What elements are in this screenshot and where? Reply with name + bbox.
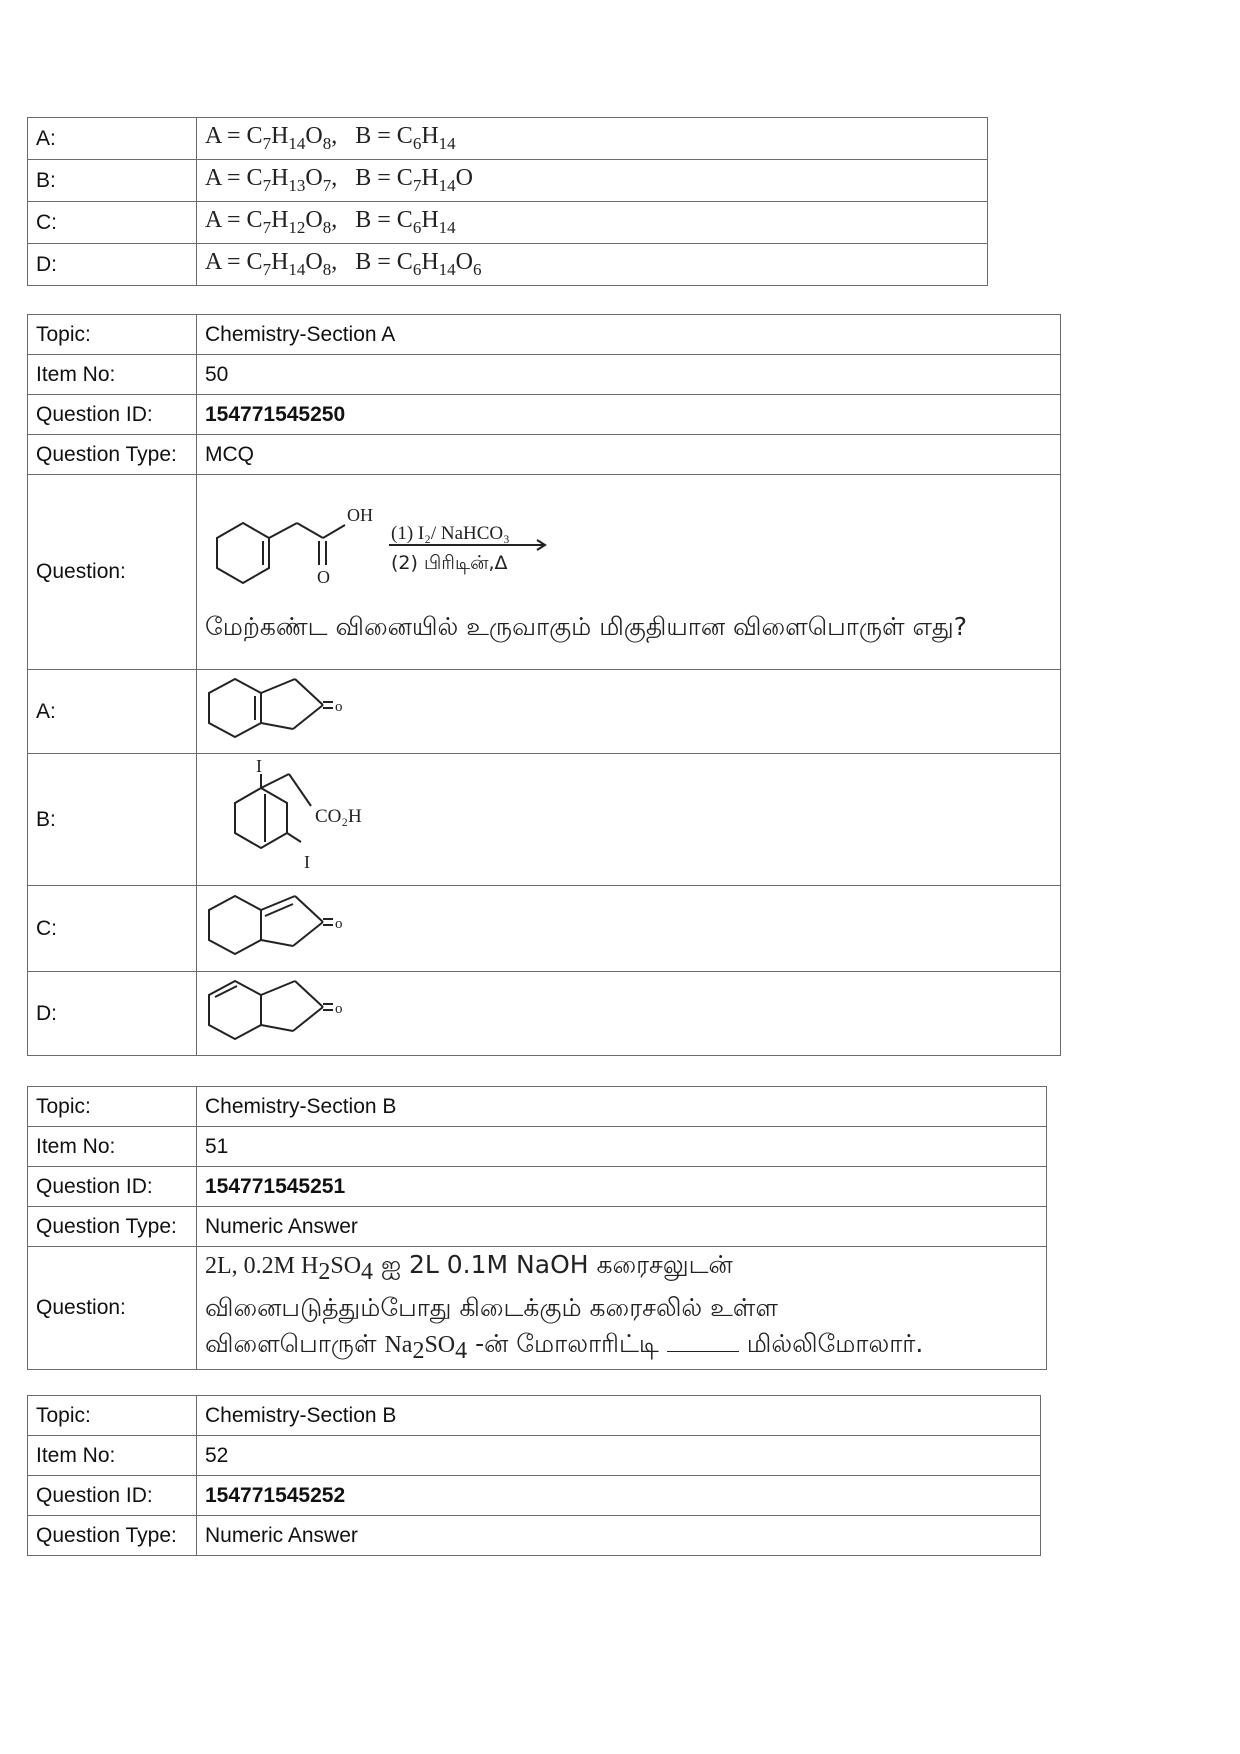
option-d-label: D: [28,972,197,1056]
option-a-value: $A = C_7H_{14}O_8$, $B = C_6H_{14}$ [197,118,988,160]
question-type-label: Question Type: [28,1516,197,1556]
option-d-value: $A = C_7H_{14}O_8$, $B = C_6H_{14}O_6$ [197,244,988,286]
topic-value: Chemistry-Section B [197,1396,1041,1436]
question-type-label: Question Type: [28,1207,197,1247]
question-id-value: 154771545251 [197,1167,1047,1207]
option-b-label: B: [28,754,197,886]
question-50-table [27,314,1061,1056]
iodine-top: I [256,755,262,776]
topic-value: Chemistry-Section A [197,315,1061,355]
option-c-structure [197,886,1061,972]
oh-label: OH [347,505,373,525]
cyclohexene-ring [217,523,269,583]
option-b-label: B: [28,160,197,202]
carbonyl-o: o [335,698,343,715]
question-type-value: MCQ [197,435,1061,475]
option-c-value: $A = C_7H_{12}O_8$, $B = C_6H_{14}$ [197,202,988,244]
topic-value: Chemistry-Section B [197,1087,1047,1127]
question-id-value: 154771545252 [197,1476,1041,1516]
carbonyl-o-label: O [317,567,330,587]
question-line-3: விளைபொருள் $Na_2SO_4$ -ன் மோலாரிட்டி மில்லிமோலார். [205,1329,924,1364]
question-type-value: Numeric Answer [197,1516,1041,1556]
question-id-label: Question ID: [28,1476,197,1516]
iodine-bottom: I [304,851,310,872]
reagent-2: (2) பிரிடின்,Δ [391,552,508,574]
topic-label: Topic: [28,315,197,355]
option-d-molecule [205,973,365,1049]
question-51-table [27,1086,1047,1370]
carbonyl-o: o [335,915,343,932]
option-b-molecule [205,756,405,878]
topic-label: Topic: [28,1396,197,1436]
reaction-scheme-figure [205,503,565,599]
prev-options-table [27,117,988,286]
question-line-1: 2L, 0.2M $H_2SO_4$ ஐ 2L 0.1M NaOH கரைசலுடன் [205,1250,733,1285]
question-label: Question: [28,1247,197,1370]
option-a-structure [197,670,1061,754]
question-type-label: Question Type: [28,435,197,475]
question-52-table [27,1395,1041,1556]
reagent-1: (1) I₂/ NaHCO₃ [391,523,510,544]
option-b-structure [197,754,1061,886]
option-c-label: C: [28,886,197,972]
option-a-label: A: [28,118,197,160]
question-type-value: Numeric Answer [197,1207,1047,1247]
item-label: Item No: [28,1436,197,1476]
question-text: மேற்கண்ட வினையில் உருவாகும் மிகுதியான விளைபொருள் எது? [205,612,967,641]
co2h-label: CO₂H [315,805,362,827]
option-a-label: A: [28,670,197,754]
item-label: Item No: [28,1127,197,1167]
option-a-molecule [205,671,365,747]
item-value: 51 [197,1127,1047,1167]
question-body [197,475,1061,670]
item-label: Item No: [28,355,197,395]
topic-label: Topic: [28,1087,197,1127]
question-id-value: 154771545250 [197,395,1061,435]
question-line-2: வினைபடுத்தும்போது கிடைக்கும் கரைசலில் உள்ள [205,1293,778,1322]
answer-blank [667,1333,739,1352]
carbonyl-o: o [335,1000,343,1017]
option-d-label: D: [28,244,197,286]
item-value: 50 [197,355,1061,395]
question-id-label: Question ID: [28,1167,197,1207]
question-id-label: Question ID: [28,395,197,435]
option-c-molecule [205,888,365,964]
question-body [197,1247,1047,1370]
option-d-structure [197,972,1061,1056]
question-label: Question: [28,475,197,670]
item-value: 52 [197,1436,1041,1476]
option-c-label: C: [28,202,197,244]
option-b-value: $A = C_7H_{13}O_7$, $B = C_7H_{14}O$ [197,160,988,202]
